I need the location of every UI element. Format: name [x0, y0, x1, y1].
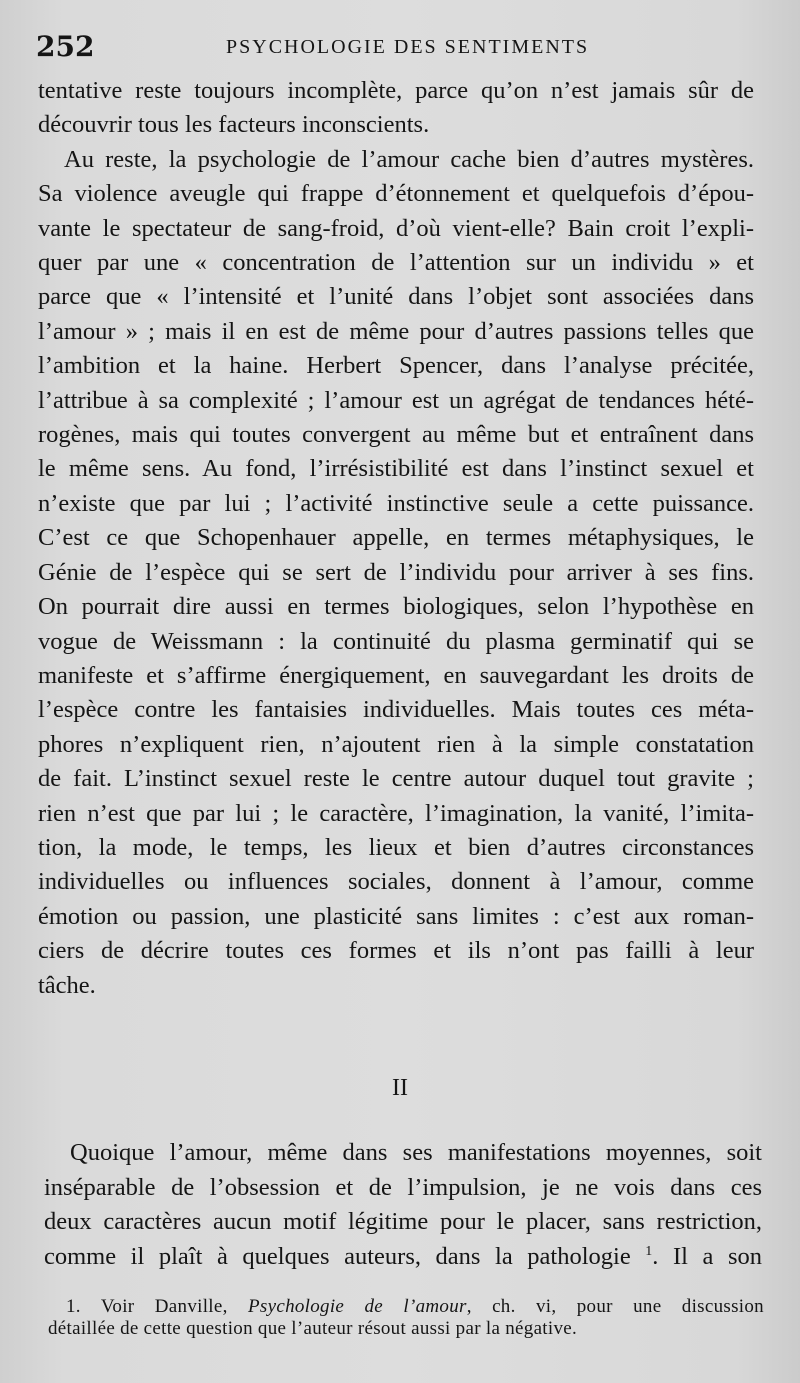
footnote-text: Voir Danville,: [100, 1296, 228, 1317]
text-line: individuelles ou influences sociales, donnent à l’amour, comme: [38, 868, 754, 896]
text-line: rogènes, mais qui toutes convergent au même but et entraînent dans: [38, 421, 754, 449]
text-line: l’attribue à sa complexité ; l’amour est un agrégat de tendances hété-: [38, 386, 754, 414]
page-header: [36, 30, 770, 62]
text-line: vante le spectateur de sang-froid, d’où vient-elle? Bain croit l’expli-: [38, 214, 754, 242]
text-fragment: comme il plaît à quelques auteurs, dans la pathologie: [44, 1242, 631, 1270]
section-heading: II: [392, 1075, 408, 1101]
text-line: phores n’expliquent rien, n’ajoutent rien à la simple constatation: [38, 730, 754, 758]
text-line: émotion ou passion, une plasticité sans limites : c’est aux roman-: [38, 902, 754, 930]
text-line: Quoique l’amour, même dans ses manifestations moyennes, soit: [70, 1139, 762, 1166]
text-line: le même sens. Au fond, l’irrésistibilité est dans l’instinct sexuel et: [38, 455, 754, 483]
text-line: de fait. L’instinct sexuel reste le centre autour duquel tout gravite ;: [38, 765, 754, 793]
text-line: On pourrait dire aussi en termes biologiques, selon l’hypothèse en: [38, 593, 754, 621]
text-line: tentative reste toujours incomplète, parce qu’on n’est jamais sûr de: [38, 77, 754, 104]
text-line: inséparable de l’obsession et de l’impulsion, je ne vois dans ces: [44, 1173, 762, 1201]
text-line: manifeste et s’affirme énergiquement, en sauvegardant les droits de: [38, 661, 754, 689]
text-line: tion, la mode, le temps, les lieux et bien d’autres circonstances: [38, 833, 754, 861]
text-line: l’espèce contre les fantaisies individuelles. Mais toutes ces méta-: [38, 696, 754, 724]
page-number: 252: [36, 30, 95, 63]
text-line: ciers de décrire toutes ces formes et ils n’ont pas failli à leur: [38, 937, 754, 965]
text-line: vogue de Weissmann : la continuité du plasma germinatif qui se: [38, 627, 754, 655]
paragraph: [38, 143, 754, 1003]
running-head: PSYCHOLOGIE DES SENTIMENTS: [226, 36, 590, 58]
text-line: quer par une « concentration de l’attention sur un individu » et: [38, 249, 754, 277]
footnote-text: , ch. vi, pour une discussion: [466, 1296, 764, 1317]
text-line: Sa violence aveugle qui frappe d’étonnement et quelquefois d’épou-: [38, 180, 754, 208]
section-paragraph: [44, 1136, 762, 1274]
text-line: découvrir tous les facteurs inconscients.: [38, 111, 430, 139]
text-line: C’est ce que Schopenhauer appelle, en termes métaphysiques, le: [38, 524, 754, 552]
footnote-line: détaillée de cette question que l’auteur résout aussi par la négative.: [48, 1318, 578, 1339]
text-line: [44, 1240, 762, 1275]
text-line: Génie de l’espèce qui se sert de l’individu pour arriver à ses fins.: [38, 558, 754, 586]
text-fragment: . Il a son: [652, 1242, 762, 1270]
text-line: l’ambition et la haine. Herbert Spencer, dans l’analyse précitée,: [38, 352, 754, 380]
text-line: parce que « l’intensité et l’unité dans l’objet sont associées dans: [38, 283, 754, 311]
footnote-number: 1.: [66, 1296, 81, 1317]
text-line: n’existe que par lui ; l’activité instinctive seule a cette puissance.: [38, 489, 754, 517]
footnote: [48, 1296, 764, 1340]
text-line: Au reste, la psychologie de l’amour cache bien d’autres mystères.: [64, 145, 754, 173]
text-line: l’amour » ; mais il en est de même pour d’autres passions telles que: [38, 317, 754, 345]
footnote-line: [48, 1296, 764, 1318]
text-line: deux caractères aucun motif légitime pour le placer, sans restriction,: [44, 1208, 762, 1235]
main-text: [38, 74, 754, 1003]
footnote-reference[interactable]: 1: [645, 1243, 653, 1259]
book-title: Psychologie de l’amour: [248, 1296, 467, 1317]
text-line: tâche.: [38, 971, 96, 999]
text-line: rien n’est que par lui ; le caractère, l’imagination, la vanité, l’imita-: [38, 799, 754, 827]
paragraph-continuation: [38, 74, 754, 143]
